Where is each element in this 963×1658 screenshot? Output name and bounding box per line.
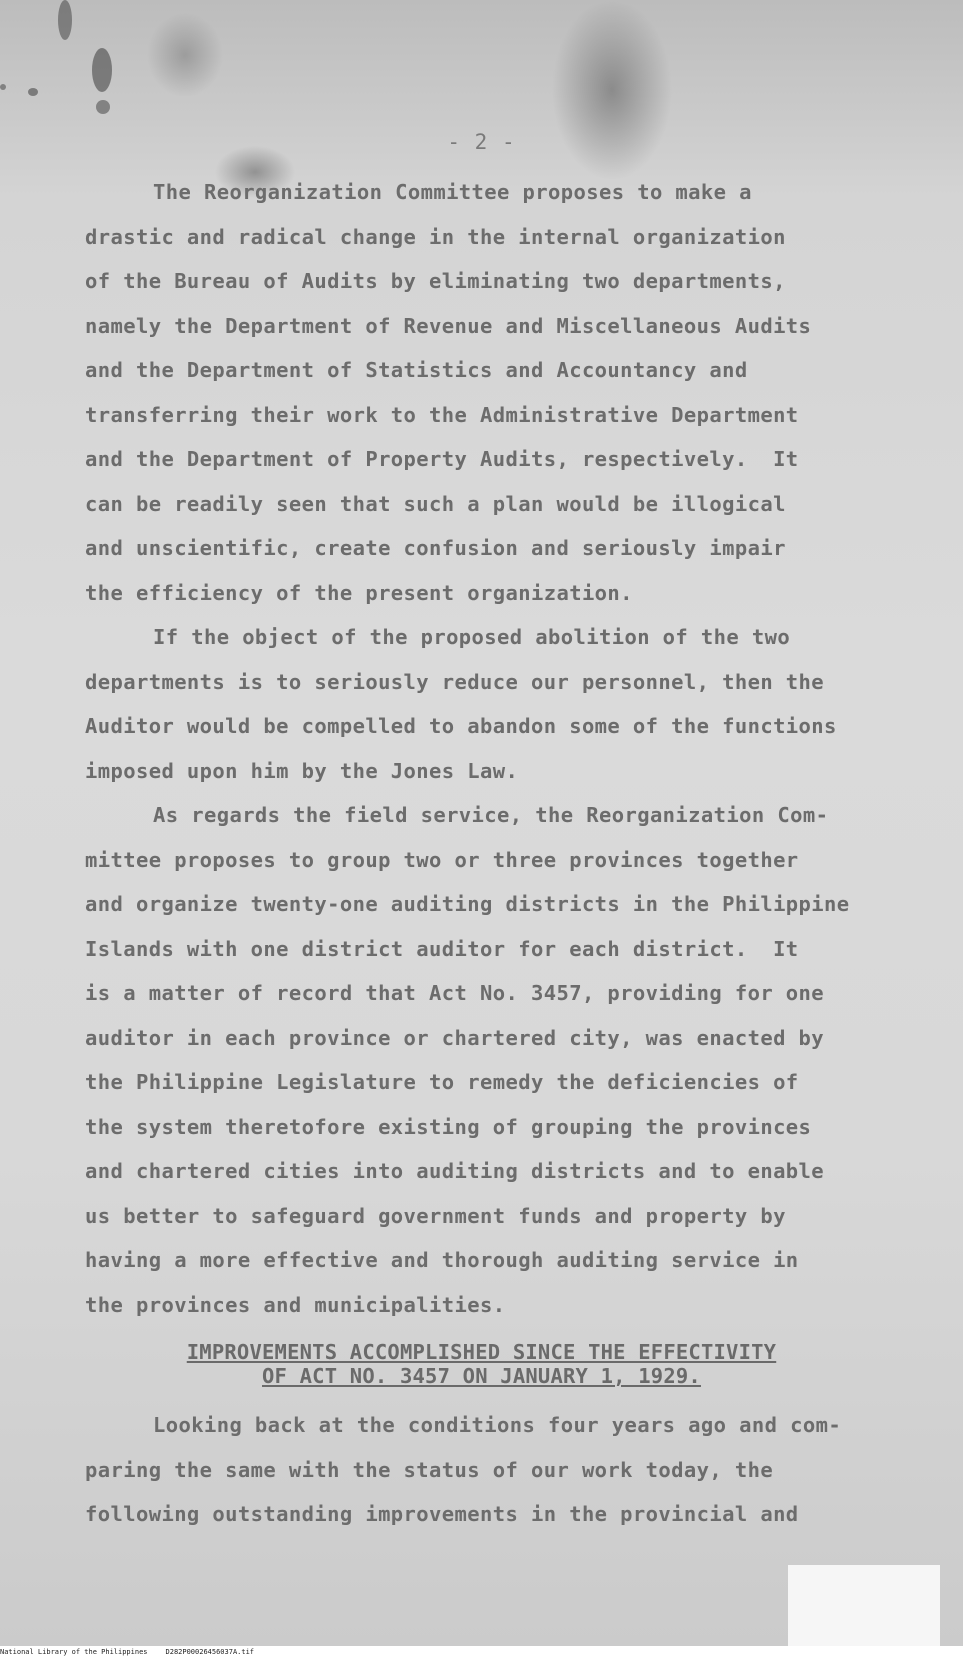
text-line: and the Department of Statistics and Accountancy and <box>85 358 748 382</box>
text-line: having a more effective and thorough auditing service in <box>85 1248 799 1272</box>
text-line: namely the Department of Revenue and Miscellaneous Audits <box>85 313 812 338</box>
body-text-lower <box>85 1403 955 1537</box>
text-line: Auditor would be compelled to abandon some of the functions <box>85 714 837 738</box>
text-line: Looking back at the conditions four years ago and com- <box>153 1413 842 1437</box>
ink-smudge <box>92 48 112 92</box>
text-line: imposed upon him by the Jones Law. <box>85 758 519 783</box>
text-line: and the Department of Property Audits, respectively. It <box>85 447 799 471</box>
section-heading <box>0 1340 963 1388</box>
footer-file-name: D282P00026456037A.tif <box>165 1648 255 1656</box>
text-line: paring the same with the status of our work today, the <box>85 1457 774 1482</box>
text-line: of the Bureau of Audits by eliminating two departments, <box>85 269 786 293</box>
text-line: As regards the field service, the Reorganization Com- <box>153 803 829 827</box>
paragraph-reorganization-departments <box>85 170 955 615</box>
text-line: the efficiency of the present organization. <box>85 580 633 605</box>
text-line: If the object of the proposed abolition of the two <box>153 625 791 649</box>
text-line: and organize twenty-one auditing districts in the Philippine <box>85 892 850 916</box>
paragraph-field-service <box>85 793 955 1327</box>
text-line: us better to safeguard government funds and property by <box>85 1203 786 1228</box>
heading-line: IMPROVEMENTS ACCOMPLISHED SINCE THE EFFECTIVITY <box>186 1340 777 1364</box>
body-text-upper <box>85 170 955 1327</box>
text-line: drastic and radical change in the internal organization <box>85 224 786 249</box>
footer-institution: National Library of the Philippines <box>0 1648 148 1656</box>
page-number: - 2 - <box>447 130 516 154</box>
ink-smudge <box>28 88 38 96</box>
text-line: departments is to seriously reduce our personnel, then the <box>85 669 825 694</box>
ink-smudge <box>58 0 72 40</box>
text-line: mittee proposes to group two or three provinces together <box>85 847 799 872</box>
text-line: and chartered cities into auditing districts and to enable <box>85 1159 825 1183</box>
ink-smudge <box>0 84 6 90</box>
scan-footer <box>0 1646 963 1658</box>
text-line: following outstanding improvements in the provincial and <box>85 1502 799 1526</box>
ink-smudge <box>96 100 110 114</box>
text-line: transferring their work to the Administrative Department <box>85 402 799 427</box>
text-line: Islands with one district auditor for each district. It <box>85 936 799 961</box>
text-line: The Reorganization Committee proposes to make a <box>153 180 752 204</box>
paragraph-abolition-personnel <box>85 615 955 793</box>
text-line: the system theretofore existing of grouping the provinces <box>85 1114 812 1139</box>
text-line: auditor in each province or chartered city, was enacted by <box>85 1025 825 1050</box>
paragraph-improvements <box>85 1403 955 1537</box>
text-line: can be readily seen that such a plan would be illogical <box>85 491 786 516</box>
text-line: the Philippine Legislature to remedy the deficiencies of <box>85 1070 799 1094</box>
text-line: and unscientific, create confusion and seriously impair <box>85 536 786 560</box>
scan-white-patch <box>788 1565 940 1646</box>
text-line: the provinces and municipalities. <box>85 1292 506 1317</box>
heading-line: OF ACT NO. 3457 ON JANUARY 1, 1929. <box>262 1364 701 1388</box>
text-line: is a matter of record that Act No. 3457, providing for one <box>85 981 825 1005</box>
